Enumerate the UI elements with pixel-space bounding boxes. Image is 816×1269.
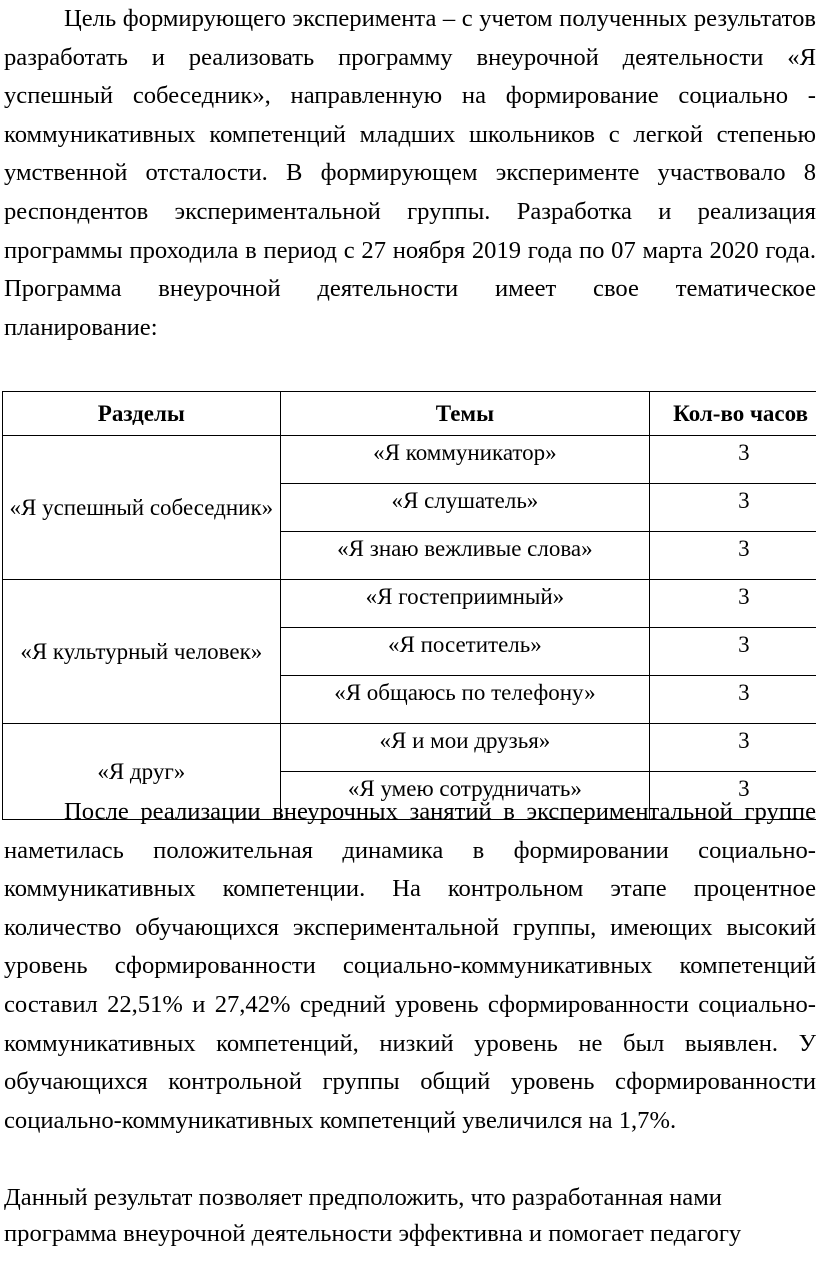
table-row	[3, 580, 816, 628]
results-paragraph: После реализации внеурочных занятий в экспериментальной группе наметилась положительная динамика в формировании социально-коммуникативных компетенции. На контрольном этапе процентное количество обучающихся экспериментальной группы, имеющих высокий уровень сформированности социально-коммуникативных компетенций составил 22,51% и 27,42% средний уровень сформированности социально-коммуникативных компетенций, низкий уровень не был выявлен. У обучающихся контрольной группы общий уровень сформированности социально-коммуникативных компетенций увеличился на 1,7%.	[4, 798, 816, 1134]
conclusion-paragraph: Данный результат позволяет предположить, что разработанная нами программа внеурочной деятельности эффективна и помогает педагогу	[4, 1184, 742, 1247]
hours-cell: 3	[650, 772, 816, 820]
hours-cell: 3	[650, 532, 816, 580]
topic-cell: «Я умею сотрудничать»	[280, 772, 650, 820]
section-cell: «Я успешный собеседник»	[3, 436, 281, 580]
header-topics: Темы	[280, 392, 650, 436]
table-header-row	[3, 392, 816, 436]
header-sections: Разделы	[3, 392, 281, 436]
thematic-plan-table	[2, 391, 816, 820]
hours-cell: 3	[650, 484, 816, 532]
section-cell: «Я культурный человек»	[3, 580, 281, 724]
hours-cell: 3	[650, 580, 816, 628]
topic-cell: «Я коммуникатор»	[280, 436, 650, 484]
header-hours: Кол-во часов	[650, 392, 816, 436]
topic-cell: «Я общаюсь по телефону»	[280, 676, 650, 724]
topic-cell: «Я и мои друзья»	[280, 724, 650, 772]
hours-cell: 3	[650, 676, 816, 724]
topic-cell: «Я гостеприимный»	[280, 580, 650, 628]
hours-cell: 3	[650, 628, 816, 676]
hours-cell: 3	[650, 436, 816, 484]
topic-cell: «Я знаю вежливые слова»	[280, 532, 650, 580]
table-row	[3, 724, 816, 772]
intro-paragraph: Цель формирующего эксперимента – с учетом полученных результатов разработать и реализовать программу внеурочной деятельности «Я успешный собеседник», направленную на формирование социально - коммуникативных компетенций младших школьников с легкой степенью умственной отсталости. В формирующем эксперименте участвовало 8 респондентов экспериментальной группы. Разработка и реализация программы проходила в период с 27 ноября 2019 года по 07 марта 2020 года. Программа внеурочной деятельности имеет свое тематическое планирование:	[4, 5, 816, 341]
section-cell: «Я друг»	[3, 724, 281, 820]
table-row	[3, 436, 816, 484]
hours-cell: 3	[650, 724, 816, 772]
topic-cell: «Я посетитель»	[280, 628, 650, 676]
topic-cell: «Я слушатель»	[280, 484, 650, 532]
